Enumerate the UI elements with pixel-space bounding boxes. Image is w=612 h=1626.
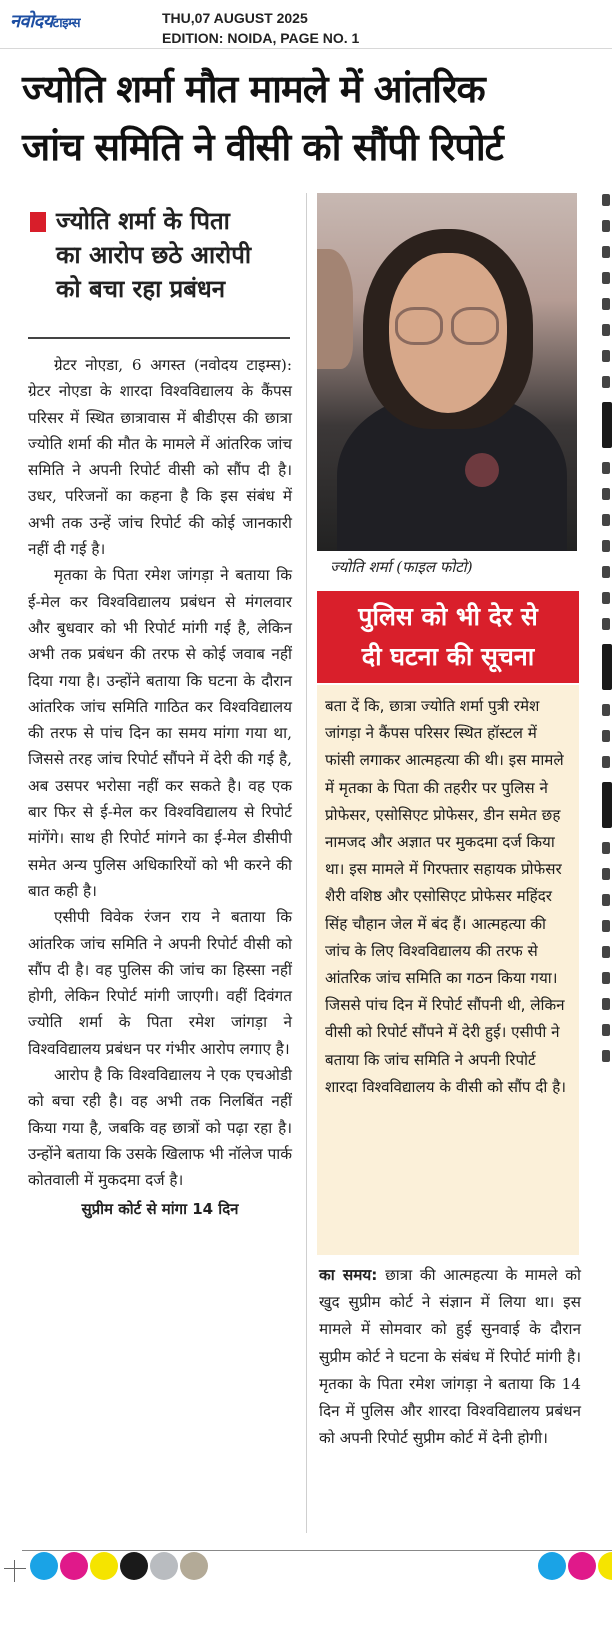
photo-background-person bbox=[317, 249, 353, 369]
continuation-paragraph bbox=[319, 1262, 581, 1452]
edge-glyph bbox=[602, 220, 610, 232]
subhead-line-1: ज्योति शर्मा के पिता bbox=[56, 207, 230, 235]
registration-dot bbox=[180, 1552, 208, 1580]
newspaper-logo bbox=[10, 9, 80, 33]
dateline bbox=[162, 8, 359, 48]
edge-glyph bbox=[602, 246, 610, 258]
sidebar-title-line-1: पुलिस को भी देर से bbox=[358, 602, 538, 631]
edge-glyph bbox=[602, 756, 610, 768]
subhead-rule bbox=[28, 337, 290, 339]
registration-dot bbox=[598, 1552, 612, 1580]
body-paragraph: ग्रेटर नोएडा, 6 अगस्त (नवोदय टाइम्स): ग्रेटर नोएडा के शारदा विश्वविद्यालय के कैंपस परिसर में स्थित छात्रावास में बीडीएस की छात्रा ज्योति शर्मा की मौत के मामले में आंतरिक जांच समिति ने अपनी रिपोर्ट वीसी को सौंप दी है। उधर, परिजनों का कहना है कि इस संबंध में अभी तक उन्हें जांच रिपोर्ट की कोई जानकारी नहीं दी गई है। bbox=[28, 356, 292, 559]
edge-glyph bbox=[602, 618, 610, 630]
edge-glyph bbox=[602, 272, 610, 284]
headline bbox=[22, 60, 592, 176]
registration-dot bbox=[150, 1552, 178, 1580]
crop-mark-icon bbox=[4, 1568, 26, 1569]
photo-caption: ज्योति शर्मा (फाइल फोटो) bbox=[330, 558, 473, 576]
masthead bbox=[0, 0, 612, 48]
article-body-left-column bbox=[28, 352, 292, 1222]
edge-glyph bbox=[602, 1050, 610, 1062]
body-paragraph: आरोप है कि विश्वविद्यालय ने एक एचओडी को बचा रही है। वह अभी तक निलबिंत नहीं किया गया है, जबकि वह छात्रों को पढ़ा रहा है। उन्होंने बताया कि उसके खिलाफ भी नॉलेज पार्क कोतवाली में मुकदमा दर्ज है। bbox=[28, 1066, 292, 1190]
headline-line-2: जांच समिति ने वीसी को सौंपी रिपोर्ट bbox=[22, 125, 503, 169]
edge-glyph bbox=[602, 920, 610, 932]
edge-glyph bbox=[602, 868, 610, 880]
page-edge-divider bbox=[0, 48, 612, 49]
glasses-icon bbox=[451, 307, 499, 345]
subhead-line-2: का आरोप छठे आरोपी bbox=[56, 241, 252, 269]
subheadline bbox=[30, 204, 300, 306]
registration-dot bbox=[568, 1552, 596, 1580]
edge-glyph bbox=[602, 842, 610, 854]
edge-glyph bbox=[602, 592, 610, 604]
edge-glyph bbox=[602, 566, 610, 578]
registration-dot bbox=[120, 1552, 148, 1580]
column-divider bbox=[306, 193, 307, 1533]
registration-marks-left bbox=[30, 1552, 210, 1582]
sidebar-story-text: बता दें कि, छात्रा ज्योति शर्मा पुत्री रमेश जांगड़ा ने कैंपस परिसर स्थित हॉस्टल में फांसी लगाकर आत्महत्या की थी। इस मामले में मृतका के पिता की तहरीर पर पुलिस ने प्रोफेसर, एसोसिएट प्रोफेसर, डीन समेत छह नामजद और अज्ञात पर मुकदमा दर्ज किया था। इस मामले में गिरफ्तार सहायक प्रोफेसर शैरी वशिष्ठ और एसोसिएट प्रोफेसर महिंदर सिंह चौहान जेल में बंद हैं। आत्महत्या की जांच के लिए विश्वविद्यालय की तरफ से आंतरिक जांच समिति का गठन किया गया। जिससे पांच दिन में रिपोर्ट सौंपनी थी, लेकिन वीसी को रिपोर्ट सौंपने में देरी हुई। एसीपी ने बताया कि जांच समिति ने अपनी रिपोर्ट शारदा विश्वविद्यालय के वीसी को सौंप दी है। bbox=[325, 697, 567, 1096]
edge-glyph bbox=[602, 730, 610, 742]
headline-line-1: ज्योति शर्मा मौत मामले में आंतरिक bbox=[22, 67, 485, 111]
sidebar-title-line-2: दी घटना की सूचना bbox=[361, 642, 535, 671]
continuation-column bbox=[319, 1262, 581, 1452]
adjacent-page-edge bbox=[600, 180, 612, 1540]
edge-glyph bbox=[602, 298, 610, 310]
edge-glyph bbox=[602, 1024, 610, 1036]
edge-glyph bbox=[602, 782, 612, 828]
edge-glyph bbox=[602, 350, 610, 362]
edge-glyph bbox=[602, 488, 610, 500]
footer-rule bbox=[22, 1550, 612, 1551]
continuation-text: छात्रा की आत्महत्या के मामले को खुद सुप्रीम कोर्ट ने संज्ञान में लिया था। इस मामले में सोमवार को हुई सुनवाई के दौरान सुप्रीम कोर्ट ने घटना के संबंध में रिपोर्ट मांगी है। मृतका के पिता रमेश जांगड़ा ने बताया कि 14 दिन में पुलिस और शारदा विश्वविद्यालय प्रबंधन को अपनी रिपोर्ट सुप्रीम कोर्ट में देनी होगी। bbox=[319, 1266, 581, 1448]
registration-dot bbox=[30, 1552, 58, 1580]
edge-glyph bbox=[602, 462, 610, 474]
edge-glyph bbox=[602, 514, 610, 526]
registration-dot bbox=[60, 1552, 88, 1580]
crop-mark-icon bbox=[14, 1560, 15, 1582]
hoodie-logo bbox=[465, 453, 499, 487]
edge-glyph bbox=[602, 894, 610, 906]
edge-glyph bbox=[602, 644, 612, 690]
continuation-lead: का समय: bbox=[319, 1266, 378, 1284]
registration-marks-right bbox=[538, 1552, 612, 1582]
sidebar-story-box bbox=[317, 685, 579, 1255]
registration-dot bbox=[538, 1552, 566, 1580]
sidebar-title-box bbox=[317, 591, 579, 683]
red-square-marker-icon bbox=[30, 212, 46, 232]
glasses-icon bbox=[395, 307, 443, 345]
crosshead: सुप्रीम कोर्ट से मांगा 14 दिन bbox=[81, 1199, 239, 1218]
logo-sub: टाइम्स bbox=[52, 16, 80, 31]
edge-glyph bbox=[602, 540, 610, 552]
edge-glyph bbox=[602, 946, 610, 958]
edge-glyph bbox=[602, 972, 610, 984]
edge-glyph bbox=[602, 402, 612, 448]
subhead-line-3: को बचा रहा प्रबंधन bbox=[56, 275, 226, 303]
body-paragraph: मृतका के पिता रमेश जांगड़ा ने बताया कि ई-मेल कर विश्वविद्यालय प्रबंधन से मंगलवार और बुधवार को भी रिपोर्ट मांगी गई है, लेकिन अभी तक प्रबंधन की तरफ से कोई जवाब नहीं दिया गया है। उन्होंने बताया कि घटना के दौरान आंतरिक जांच समिति गाठित कर विश्वविद्यालय की तरफ से पांच दिन का समय मांगा गया था, जिससे तरह जांच रिपोर्ट सौंपने में देरी की गई है, अब उसपर भरोसा नहीं कर सकते है। वह एक बार फिर से ई-मेल कर विश्वविद्यालय से रिपोर्ट मांगेंगे। साथ ही रिपोर्ट मांगने का ई-मेल डीसीपी समेत अन्य पुलिस अधिकारियों को भी करने की बात कही है। bbox=[28, 566, 292, 900]
edition-info: EDITION: NOIDA, PAGE NO. 1 bbox=[162, 30, 360, 46]
edge-glyph bbox=[602, 998, 610, 1010]
logo-main: नवोदय bbox=[10, 11, 53, 32]
registration-dot bbox=[90, 1552, 118, 1580]
edge-glyph bbox=[602, 376, 610, 388]
news-photo bbox=[317, 193, 577, 551]
edge-glyph bbox=[602, 704, 610, 716]
edge-glyph bbox=[602, 324, 610, 336]
edge-glyph bbox=[602, 194, 610, 206]
body-paragraph: एसीपी विवेक रंजन राय ने बताया कि आंतरिक जांच समिति ने अपनी रिपोर्ट वीसी को सौंप दी है। वह पुलिस की जांच का हिस्सा नहीं होगी, लेकिन रिपोर्ट मांगी जाएगी। वहीं दिवंगत ज्योति शर्मा के पिता रमेश जांगड़ा ने विश्वविद्यालय प्रबंधन पर गंभीर आरोप लगाए है। bbox=[28, 908, 292, 1058]
publication-date: THU,07 AUGUST 2025 bbox=[162, 10, 308, 26]
